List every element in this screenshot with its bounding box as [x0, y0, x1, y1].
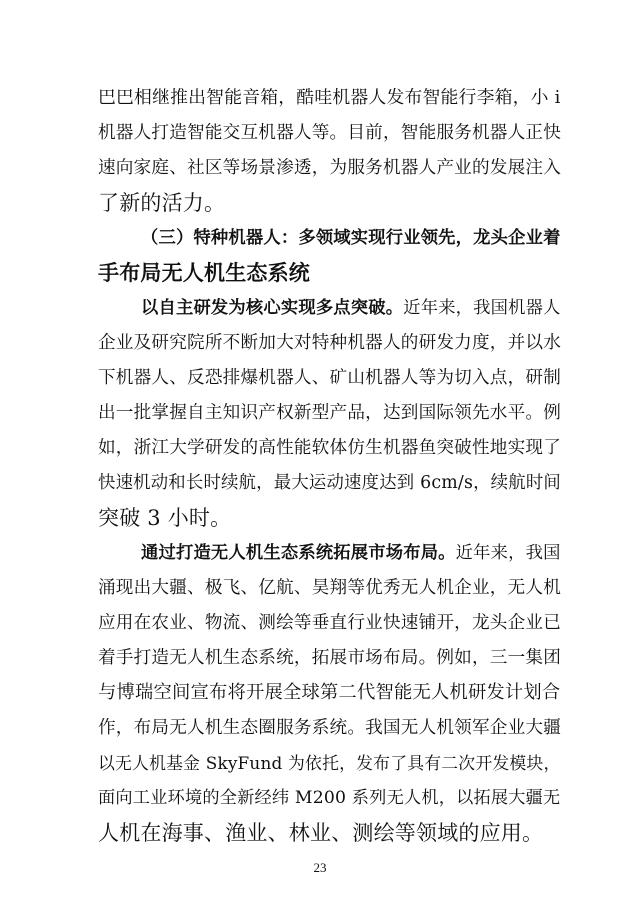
- body-line: 应用在农业、物流、测绘等垂直行业快速铺开，龙头企业已: [98, 613, 562, 633]
- paragraph-lead-text: 近年来，我国机器人: [403, 298, 561, 318]
- body-line: 如，浙江大学研发的高性能软体仿生机器鱼突破性地实现了: [98, 438, 562, 458]
- section-heading-cont: 手布局无人机生态系统: [98, 260, 310, 285]
- paragraph-lead-bold: 通过打造无人机生态系统拓展市场布局。: [141, 543, 456, 563]
- body-line: 了新的活力。: [98, 191, 226, 215]
- paragraph-lead-bold: 以自主研发为核心实现多点突破。: [141, 298, 404, 318]
- body-line: 企业及研究院所不断加大对特种机器人的研发力度，并以水: [98, 333, 562, 353]
- section-heading: （三）特种机器人：多领域实现行业领先，龙头企业着: [141, 228, 561, 248]
- body-line: 速向家庭、社区等场景渗透，为服务机器人产业的发展注入: [98, 158, 562, 178]
- page-number: 23: [313, 860, 327, 875]
- body-line: 人机在海事、渔业、林业、测绘等领域的应用。: [98, 821, 544, 845]
- paragraph-lead-text: 近年来，我国: [455, 543, 561, 563]
- body-line: 以无人机基金 SkyFund 为依托，发布了具有二次开发模块，: [98, 753, 561, 773]
- body-line: 作，布局无人机生态圈服务系统。我国无人机领军企业大疆: [98, 718, 562, 738]
- body-line: 与博瑞空间宣布将开展全球第二代智能无人机研发计划合: [98, 682, 561, 703]
- body-line: 出一批掌握自主知识产权新型产品，达到国际领先水平。例: [98, 403, 562, 423]
- body-line: 着手打造无人机生态系统，拓展市场布局。例如，三一集团: [98, 648, 562, 668]
- body-line: 下机器人、反恐排爆机器人、矿山机器人等为切入点，研制: [98, 368, 562, 388]
- paragraph-lead: [141, 538, 561, 568]
- body-line: 快速机动和长时续航，最大运动速度达到 6cm/s，续航时间: [98, 473, 561, 493]
- paragraph-lead: [141, 293, 561, 323]
- body-line: 面向工业环境的全新经纬 M200 系列无人机，以拓展大疆无: [98, 788, 561, 808]
- body-line: 突破 3 小时。: [98, 506, 232, 530]
- body-line: 机器人打造智能交互机器人等。目前，智能服务机器人正快: [98, 123, 562, 143]
- body-line: 巴巴相继推出智能音箱，酷哇机器人发布智能行李箱，小 i: [98, 87, 561, 108]
- body-line: 涌现出大疆、极飞、亿航、昊翔等优秀无人机企业，无人机: [98, 578, 562, 598]
